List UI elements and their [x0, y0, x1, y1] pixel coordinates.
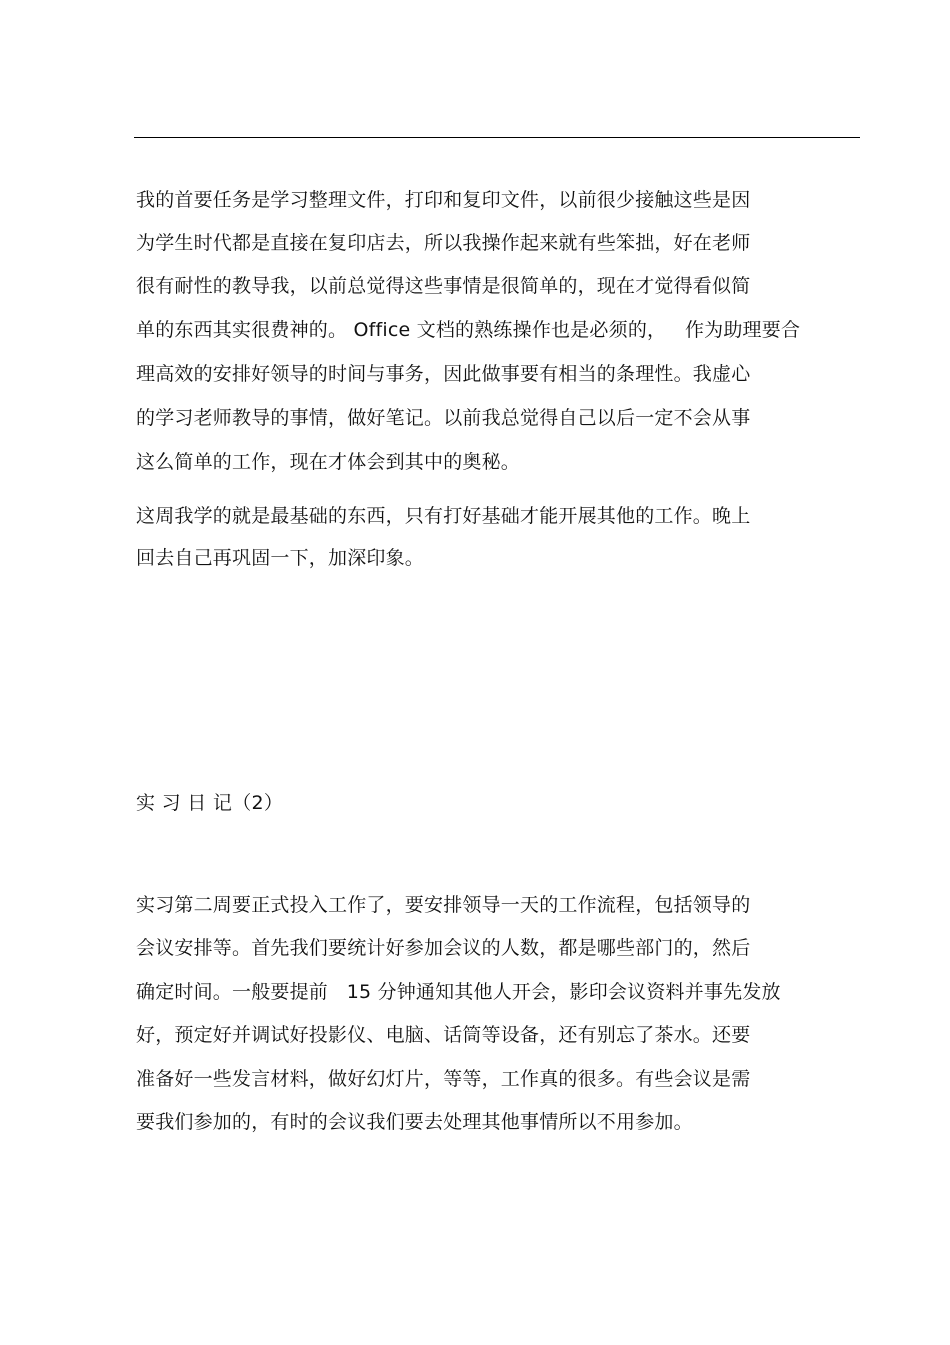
- text-line: 这么简单的工作，现在才体会到其中的奥秘。: [136, 451, 521, 473]
- text-line: 会议安排等。首先我们要统计好参加会议的人数，都是哪些部门的，然后: [136, 937, 751, 959]
- text-line: 好，预定好并调试好投影仪、电脑、话筒等设备，还有别忘了茶水。还要: [136, 1024, 751, 1046]
- text-line: 为学生时代都是直接在复印店去，所以我操作起来就有些笨拙，好在老师: [136, 232, 751, 254]
- text-line: 我的首要任务是学习整理文件，打印和复印文件，以前很少接触这些是因: [136, 189, 751, 211]
- text-line: 很有耐性的教导我，以前总觉得这些事情是很简单的，现在才觉得看似简: [136, 275, 751, 297]
- text-line: 回去自己再巩固一下，加深印象。: [136, 547, 425, 569]
- diary-heading: 实 习 日 记（2）: [136, 792, 284, 814]
- text-line: 的学习老师教导的事情，做好笔记。以前我总觉得自己以后一定不会从事: [136, 407, 751, 429]
- text-line: 单的东西其实很费神的。 Office 文档的熟练操作也是必须的， 作为助理要合: [136, 319, 801, 341]
- text-line: 理高效的安排好领导的时间与事务，因此做事要有相当的条理性。我虚心: [136, 363, 751, 385]
- text-line: 确定时间。一般要提前 15 分钟通知其他人开会，影印会议资料并事先发放: [136, 981, 781, 1003]
- header-rule: [134, 137, 860, 138]
- text-line: 这周我学的就是最基础的东西，只有打好基础才能开展其他的工作。晚上: [136, 505, 751, 527]
- text-line: 实习第二周要正式投入工作了，要安排领导一天的工作流程，包括领导的: [136, 894, 751, 916]
- text-line: 准备好一些发言材料，做好幻灯片，等等，工作真的很多。有些会议是需: [136, 1068, 751, 1090]
- text-line: 要我们参加的，有时的会议我们要去处理其他事情所以不用参加。: [136, 1111, 693, 1133]
